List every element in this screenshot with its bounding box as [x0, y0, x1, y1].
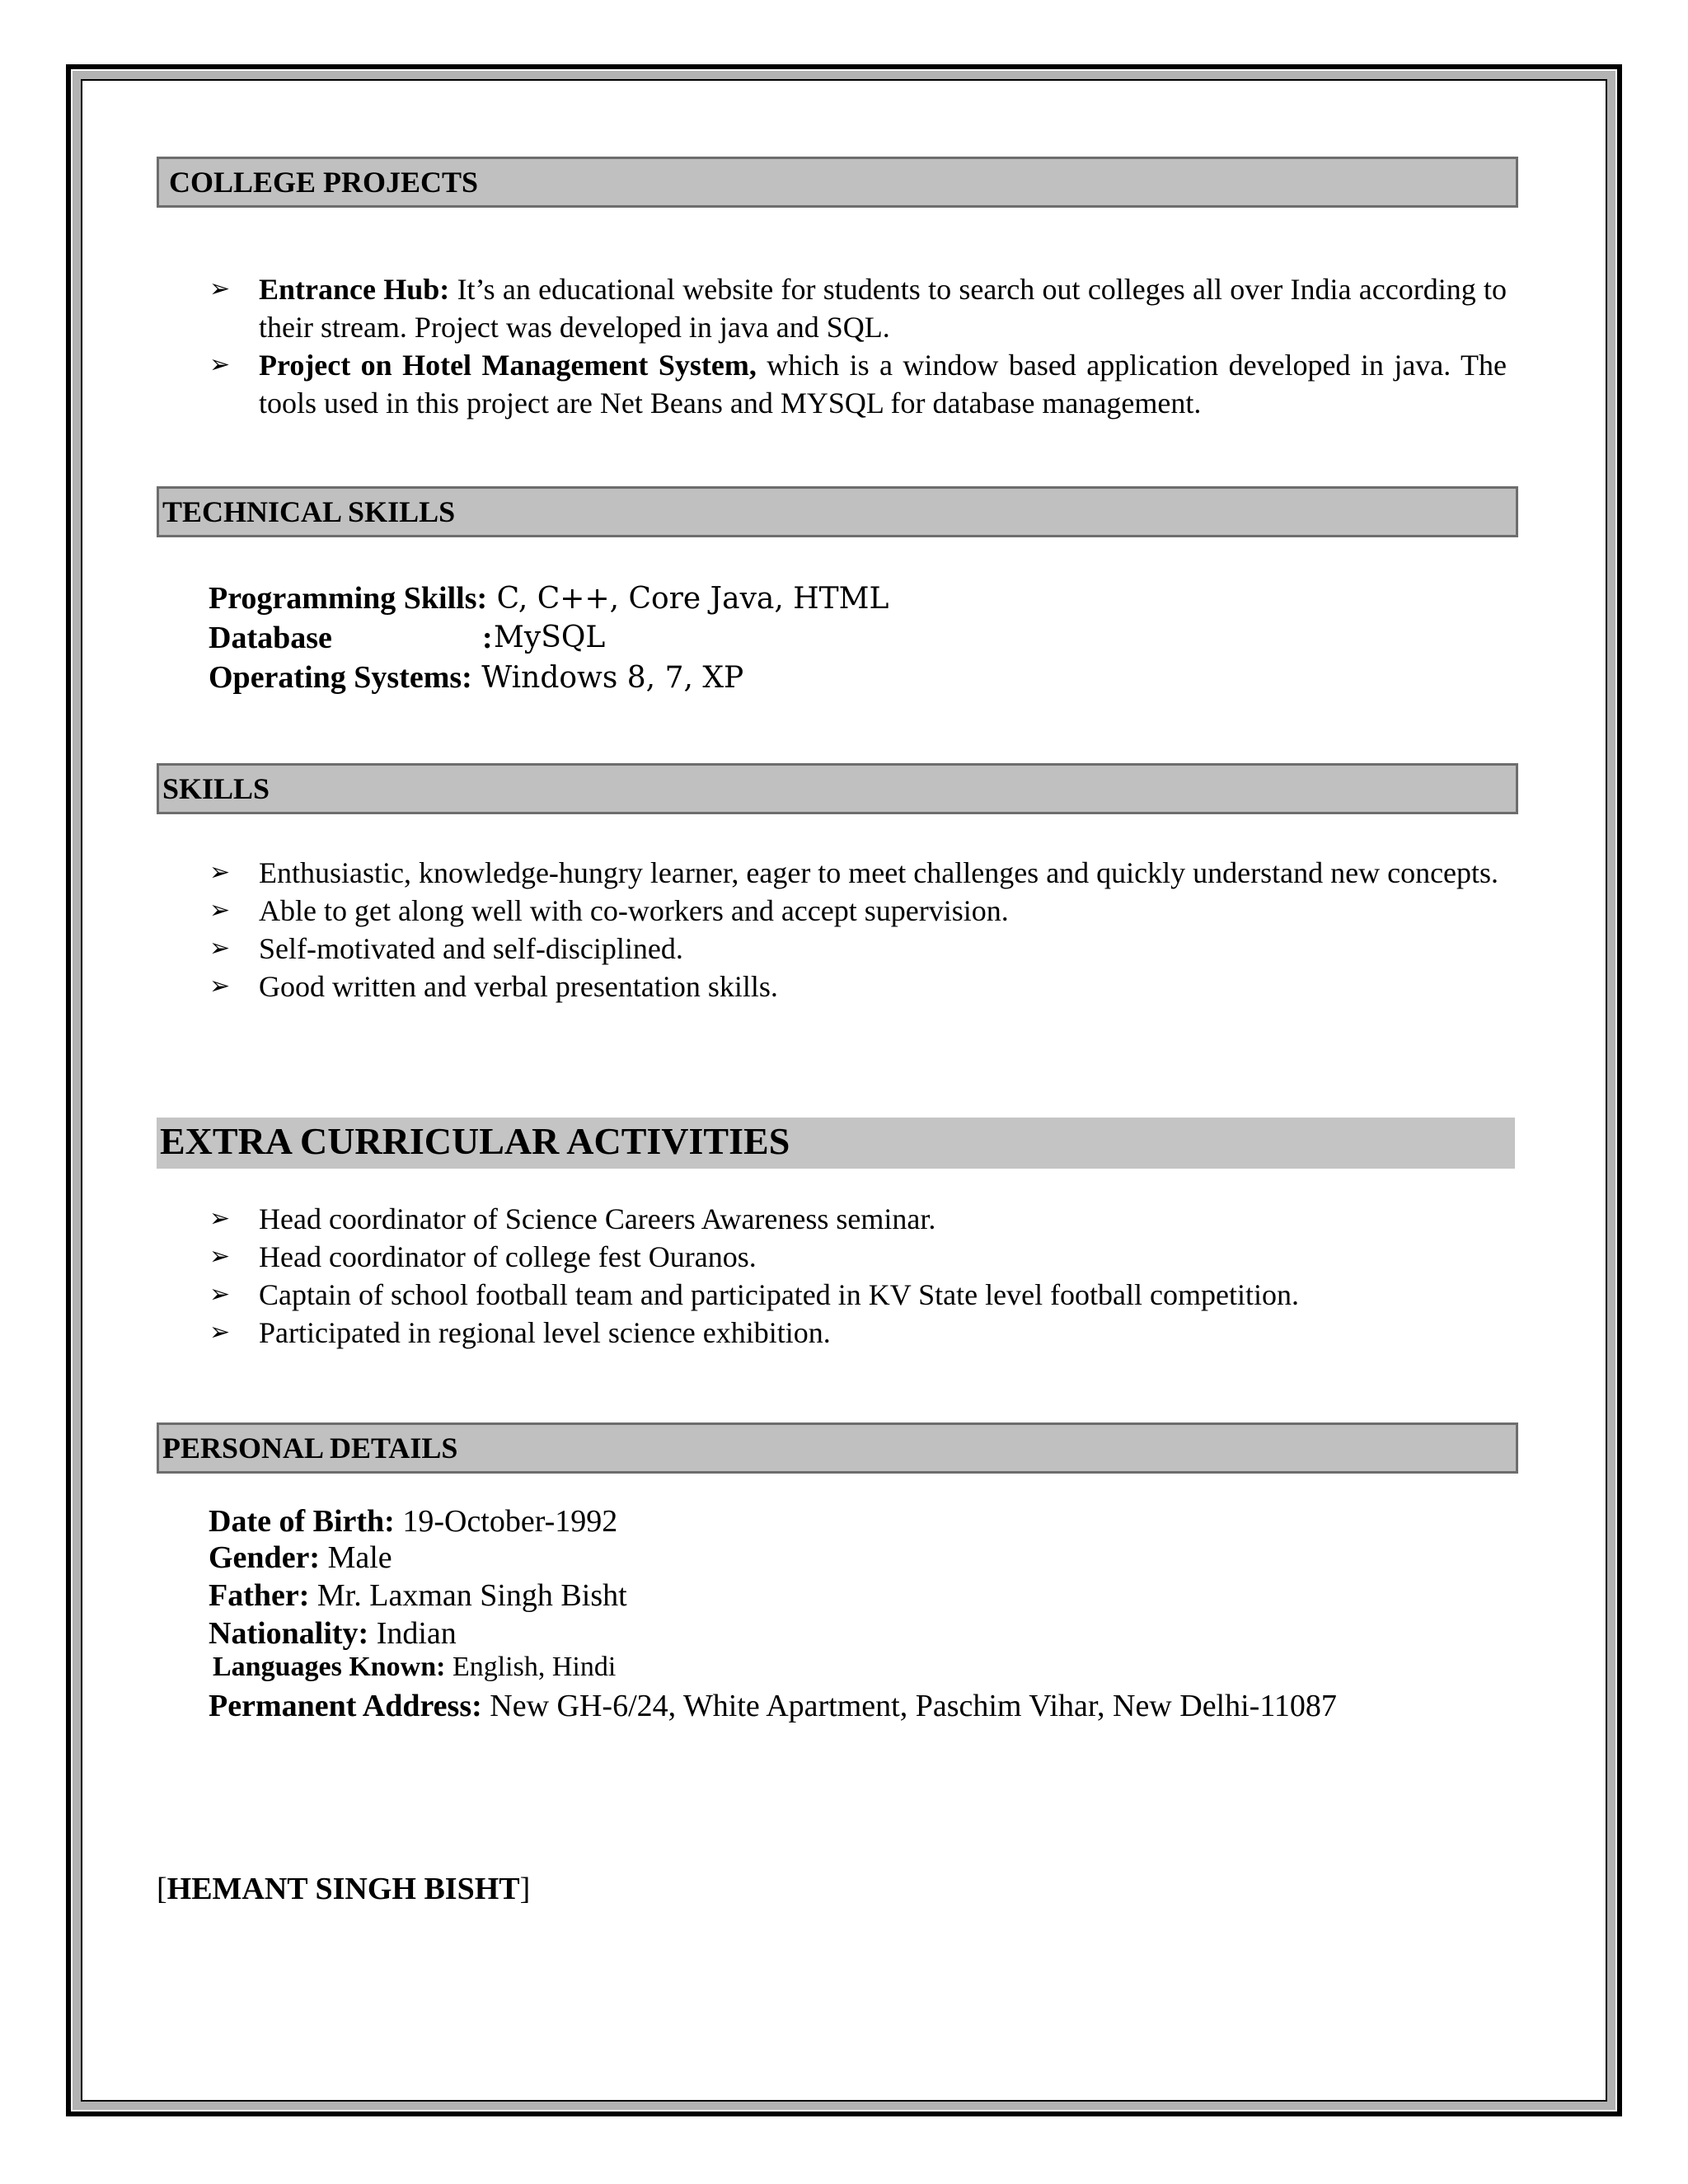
- extra-curricular-list: [204, 1200, 1507, 1352]
- project-title: Entrance Hub:: [259, 273, 450, 306]
- skill-text: Good written and verbal presentation skills.: [259, 970, 778, 1003]
- arrow-bullet-icon: ➢: [209, 896, 231, 925]
- activity-text: Head coordinator of college fest Ouranos.: [259, 1240, 757, 1273]
- skill-text: Enthusiastic, knowledge-hungry learner, eager to meet challenges and quickly understand new concepts.: [259, 856, 1499, 889]
- list-item: [204, 1276, 1507, 1314]
- signature-close-bracket: ]: [519, 1872, 531, 1906]
- programming-label: Programming Skills:: [209, 581, 488, 616]
- arrow-bullet-icon: ➢: [209, 1204, 231, 1233]
- skill-text: Self-motivated and self-disciplined.: [259, 932, 683, 965]
- arrow-bullet-icon: ➢: [209, 858, 231, 887]
- father-value: Mr. Laxman Singh Bisht: [309, 1578, 627, 1613]
- signature-text: HEMANT SINGH BISHT: [166, 1872, 520, 1906]
- dob-row: [209, 1502, 617, 1541]
- technical-skills-header: TECHNICAL SKILLS: [157, 486, 1518, 537]
- signature-open-bracket: [: [157, 1872, 167, 1906]
- list-item: [204, 346, 1507, 422]
- list-item: [204, 930, 1507, 968]
- languages-row: [213, 1650, 616, 1685]
- father-row: [209, 1576, 627, 1615]
- languages-value: English, Hindi: [445, 1652, 617, 1682]
- address-row: [209, 1686, 1337, 1726]
- database-row: [209, 618, 606, 658]
- address-label: Permanent Address:: [209, 1689, 482, 1723]
- project-text: It’s an educational website for students to search out colleges all over India according to their stream. Project was developed in java and SQL.: [259, 273, 1507, 344]
- os-label: Operating Systems:: [209, 660, 472, 695]
- signature-name: [157, 1871, 530, 1907]
- college-projects-header: COLLEGE PROJECTS: [157, 157, 1518, 208]
- gender-label: Gender:: [209, 1540, 321, 1575]
- list-item: [204, 270, 1507, 346]
- list-item: [204, 968, 1507, 1005]
- list-item: [204, 1314, 1507, 1352]
- arrow-bullet-icon: ➢: [209, 972, 231, 1001]
- arrow-bullet-icon: ➢: [209, 1280, 231, 1309]
- gender-row: [209, 1538, 392, 1577]
- skills-header: SKILLS: [157, 763, 1518, 814]
- personal-details-header: PERSONAL DETAILS: [157, 1422, 1518, 1474]
- database-label: Database: [209, 621, 332, 655]
- nationality-row: [209, 1614, 457, 1653]
- nationality-value: Indian: [368, 1616, 457, 1651]
- activity-text: Captain of school football team and participated in KV State level football competition.: [259, 1278, 1300, 1311]
- project-text: which is a window based application developed in java. The tools used in this project are Net Beans and MYSQL for database management.: [259, 349, 1507, 419]
- project-title: Project on Hotel Management System,: [259, 349, 757, 382]
- list-item: [204, 892, 1507, 930]
- dob-label: Date of Birth:: [209, 1504, 395, 1539]
- address-value: New GH-6/24, White Apartment, Paschim Vihar, New Delhi-11087: [481, 1689, 1337, 1723]
- list-item: [204, 1238, 1507, 1276]
- activity-text: Participated in regional level science exhibition.: [259, 1316, 831, 1349]
- arrow-bullet-icon: ➢: [209, 934, 231, 963]
- arrow-bullet-icon: ➢: [209, 350, 231, 379]
- activity-text: Head coordinator of Science Careers Awareness seminar.: [259, 1202, 936, 1235]
- os-value: Windows 8, 7, XP: [471, 661, 744, 695]
- nationality-label: Nationality:: [209, 1616, 369, 1651]
- skills-list: [204, 854, 1507, 1005]
- dob-value: 19-October-1992: [394, 1504, 618, 1539]
- college-projects-list: [204, 270, 1507, 422]
- gender-value: Male: [320, 1540, 392, 1575]
- database-value: MySQL: [494, 621, 606, 654]
- list-item: [204, 854, 1507, 892]
- arrow-bullet-icon: ➢: [209, 274, 231, 303]
- father-label: Father:: [209, 1578, 310, 1613]
- arrow-bullet-icon: ➢: [209, 1242, 231, 1271]
- list-item: [204, 1200, 1507, 1238]
- operating-systems-row: [209, 658, 743, 698]
- programming-value: C, C++, Core Java, HTML: [487, 582, 889, 616]
- arrow-bullet-icon: ➢: [209, 1318, 231, 1347]
- database-colon: :: [482, 621, 493, 655]
- skill-text: Able to get along well with co-workers and accept supervision.: [259, 894, 1009, 927]
- extra-curricular-header: EXTRA CURRICULAR ACTIVITIES: [157, 1118, 1515, 1169]
- languages-label: Languages Known:: [213, 1652, 446, 1682]
- programming-skills-row: [209, 579, 889, 619]
